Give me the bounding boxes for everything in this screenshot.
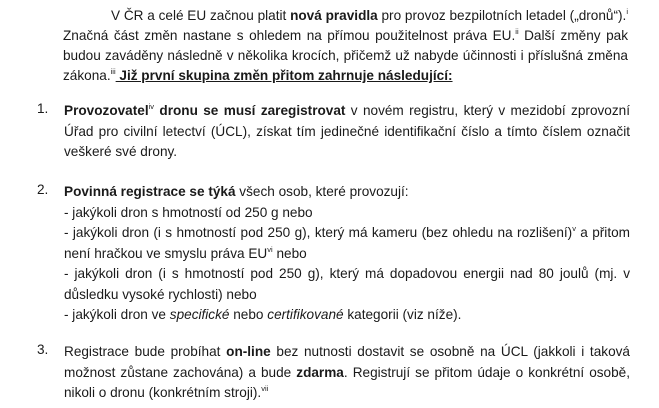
sub-item-text: nebo	[229, 307, 268, 322]
list-number: 2.	[37, 182, 49, 197]
bold-text: on-line	[226, 344, 271, 359]
footnote-ref[interactable]: ii	[515, 27, 519, 36]
sub-item-text: kategorii (viz níže).	[343, 307, 462, 322]
bold-text: Provozovatel	[64, 103, 149, 118]
body-text: všech osob, které provozují:	[235, 184, 409, 199]
intro-text: Značná část změn nastane s ohledem na přímou použitelnost práva EU.	[63, 28, 516, 43]
footnote-ref[interactable]: iii	[110, 67, 116, 76]
body-text: v novém registru, který v mezidobí zprovozní Úřad pro civilní letectví (ÚCL), získat tím jedinečné identifikační číslo a tímto číslem označit veškeré své drony.	[64, 103, 630, 159]
body-text: Registrace bude probíhat	[64, 344, 227, 359]
footnote-ref[interactable]: i	[626, 7, 628, 16]
sub-item-text: nebo	[272, 245, 307, 261]
sub-item	[64, 305, 630, 326]
sub-item-text: - jakýkoli dron ve	[64, 307, 170, 322]
intro-text: V ČR a celé EU začnou platit	[111, 8, 291, 23]
intro-bold-underlined: Již první skupina změn přitom zahrnuje následující:	[115, 68, 453, 83]
intro-paragraph	[63, 6, 628, 86]
sub-item-text: - jakýkoli dron (i s hmotností pod 250 g), který má kameru (bez ohledu na rozlišení)	[64, 225, 573, 240]
intro-text: Další změny pak budou zaváděny následně v několika krocích, přičemž už nabyde účinnosti i příslušná změna zákona.	[63, 28, 628, 83]
bold-text: dronu se musí zaregistrovat	[154, 103, 346, 118]
italic-text: certifikované	[267, 307, 344, 322]
footnote-ref[interactable]: v	[572, 224, 576, 233]
sub-item-text: a přitom není hračkou ve smyslu práva EU	[64, 225, 630, 261]
italic-text: specifické	[169, 307, 230, 322]
body-text: . Registrují se přitom údaje o konkrétní osobě, nikoli o dronu (konkrétním stroji).	[64, 364, 631, 400]
bold-text: zdarma	[296, 364, 344, 380]
footnote-ref[interactable]: iv	[148, 102, 155, 111]
sub-item	[64, 223, 630, 264]
list-number: 1.	[37, 101, 49, 116]
list-item-body	[64, 342, 630, 404]
sub-item: - jakýkoli dron s hmotností od 250 g nebo	[64, 204, 313, 220]
intro-bold-rules: nová pravidla	[290, 8, 378, 23]
footnote-ref[interactable]: vii	[261, 384, 269, 393]
body-text: bez nutnosti dostavit se osobně na ÚCL (jakkoli i taková možnost zůstane zachována) a bude	[64, 344, 630, 380]
intro-text: pro provoz bezpilotních letadel („dronů“).	[377, 8, 627, 23]
list-number: 3.	[37, 342, 49, 357]
list-item-body	[64, 182, 630, 326]
list-item-body	[64, 101, 630, 163]
sub-item: - jakýkoli dron (i s hmotností pod 250 g), který má dopadovou energii nad 80 joulů (mj. v důsledku vysoké rychlosti) nebo	[64, 266, 630, 302]
footnote-ref[interactable]: vi	[267, 244, 273, 254]
bold-text: Povinná registrace se týká	[64, 184, 236, 199]
